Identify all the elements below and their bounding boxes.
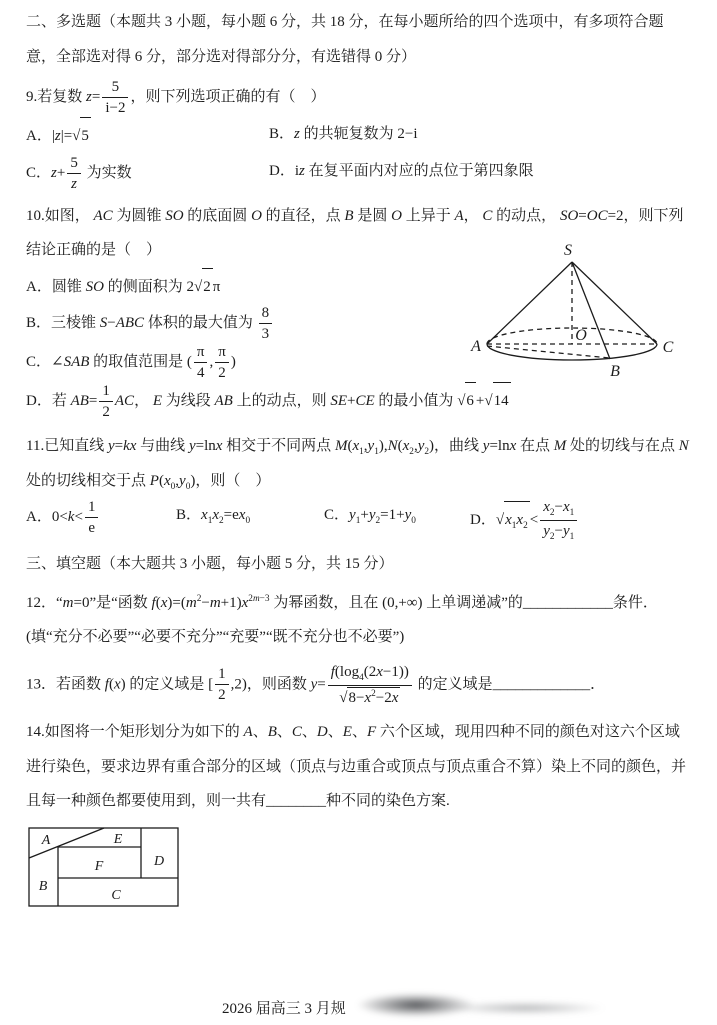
q10-option-b: B．三棱锥 S−ABC 体积的最大值为 $\frac{8}{3}$: [26, 304, 691, 343]
cone-base-front-arc: [487, 344, 657, 360]
q9-option-a: A．|z|= √ 5: [26, 117, 269, 154]
ink-smudge-tail: [430, 1000, 620, 1016]
q11-option-b: B．$x_1x_2=ex_0$: [176, 507, 251, 527]
q11-option-a: A．0<k< $\frac{1}{e}$: [26, 498, 176, 543]
q9-option-b: B．z 的共轭复数为 2−i: [269, 126, 418, 142]
region-diagonal: [29, 828, 104, 858]
region-diagram: [28, 827, 179, 907]
section-2-heading: 二、多选题（本题共 3 小题，每小题 6 分，共 18 分，在每小题所给的四个选项中，有多项符合题意，全部选对得 6 分，部分选对得部分分，有选错得 0 分）: [26, 14, 664, 65]
cone-label-o: O: [575, 327, 587, 344]
region-label-a: A: [41, 832, 51, 848]
cone-chord-ab: [487, 346, 610, 358]
question-11-options-row: [26, 498, 691, 543]
q11-option-c: C．$y_1+y_2=1+y_0$: [324, 507, 416, 527]
q10-option-d: D．若 AB= $\frac{1}{2}$ AC， E 为线段 AB 上的动点，则 SE+CE 的最小值为 √ 6 + √ 14: [26, 383, 509, 421]
q10-option-a: A．圆锥 SO 的侧面积为 2 √ 2 π: [26, 268, 691, 305]
region-label-b: B: [38, 878, 48, 894]
cone-label-c: C: [662, 339, 674, 356]
section-3-heading: 三、填空题（本大题共 3 小题，每小题 5 分，共 15 分）: [26, 556, 394, 573]
question-11-stem: 11.已知直线 y=kx 与曲线 y=lnx 相交于不同两点 $M(x_1,y_1),N(x_2,y_2)$，曲线 y=lnx 在点 M 处的切线与在点 N 处的切线相交于点 $P(x_0,y_0)$，则（ ）: [26, 438, 689, 492]
region-label-d: D: [153, 853, 165, 869]
question-10-stem: 10.如图， AC 为圆锥 SO 的底面圆 O 的直径，点 B 是圆 O 上异于 A， C 的动点， SO=OC=2，则下列结论正确的是（ ）: [26, 207, 684, 258]
q9-option-d: D．iz 在复平面内对应的点位于第四象限: [269, 162, 534, 179]
footer-text: 2026 届高三 3 月规: [222, 1001, 346, 1017]
question-12: 12．“m=0”是“函数 $f(x)=(m^2-m+1)x^{2m-3}$ 为幂函数，且在 (0,+∞) 上单调递减”的____________条件．(填“充分不必要”“必要不充分”“充要”“既不充分也不必要”): [26, 593, 658, 646]
cone-edge-sa: [487, 262, 572, 344]
question-9-options-row-2: [26, 154, 691, 193]
q9-option-c: C．z+ $\frac{5}{z}$ 为实数: [26, 154, 132, 192]
cone-label-b: B: [610, 363, 620, 380]
region-label-e: E: [113, 831, 123, 847]
q11-option-d: D． √ $x_1x_2$ < $\frac{x_2-x_1}{y_2-y_1}$: [470, 498, 691, 543]
question-9-options-row-1: [26, 117, 691, 154]
region-label-c: C: [111, 887, 121, 903]
cone-label-a: A: [471, 338, 481, 355]
q10-option-c: C．∠SAB 的取值范围是 ( $\frac{\pi}{4}$ , $\frac{\pi}{2}$ ): [26, 344, 236, 381]
region-label-f: F: [94, 858, 104, 874]
question-14: 14.如图将一个矩形划分为如下的 A、B、C、D、E、F 六个区域，现用四种不同的颜色对这六个区域进行染色，要求边界有重合部分的区域（顶点与边重合或顶点与顶点重合不算）染上不同的颜色，并且每一种颜色都要使用到，则一共有________种不同的染色方案.: [26, 724, 687, 810]
question-9-stem: 9.若复数 z= $\frac{5}{i-2}$ ，则下列选项正确的有（ ）: [26, 79, 326, 116]
cone-diagram: [452, 240, 710, 398]
cone-label-s: S: [564, 242, 572, 259]
question-13: 13．若函数 f(x) 的定义域是 [ $\frac{1}{2}$ ,2)，则函数 y= $f(\log_4(2x-1))$ √ $8-x^2-2x$ 的定义域是_____________．: [26, 663, 606, 707]
